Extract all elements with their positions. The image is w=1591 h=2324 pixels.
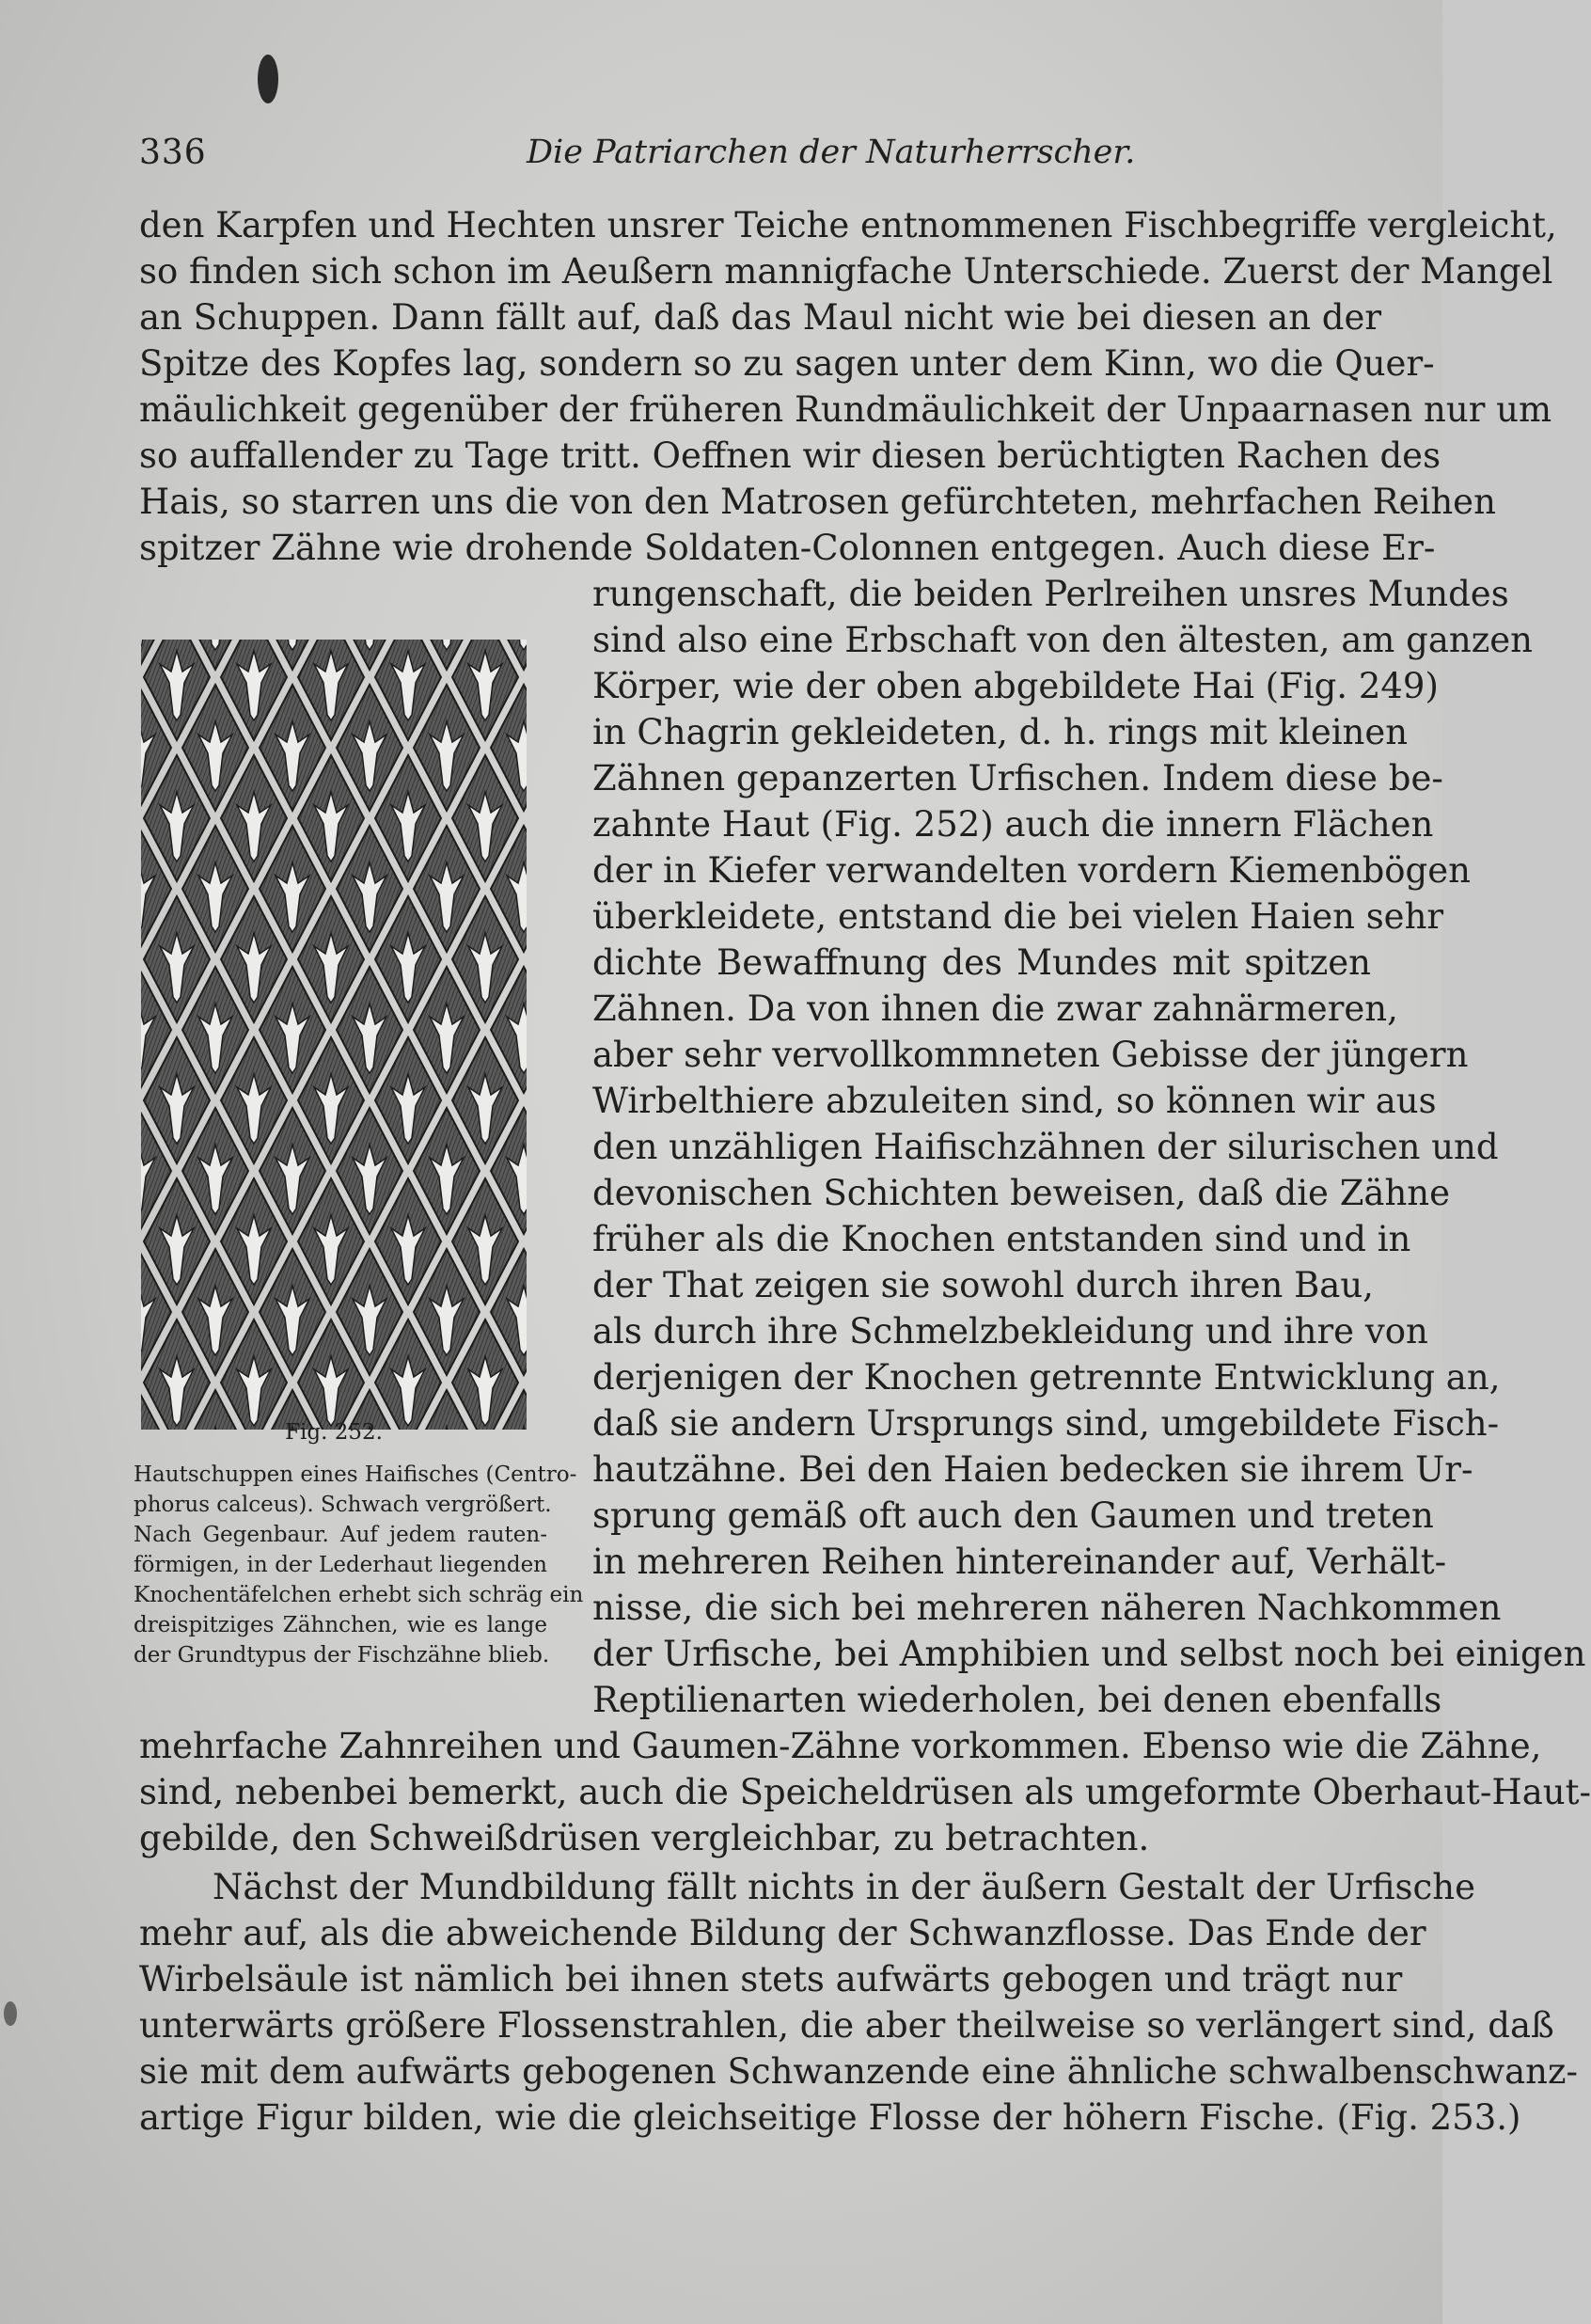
- text-line: Nächst der Mundbildung fällt nichts in der äußern Gestalt der Urfische: [213, 1867, 1475, 1907]
- page-number: 336: [139, 134, 207, 172]
- ink-smudge: [258, 55, 278, 103]
- scale-diamond: [529, 896, 595, 1022]
- scale-tooth: [545, 1356, 579, 1426]
- scale-diamond: [67, 1037, 133, 1163]
- scale-tooth: [545, 651, 579, 720]
- scale-tooth: [83, 651, 117, 720]
- scale-diamond: [67, 1178, 133, 1304]
- shark-scales-illustration: [141, 640, 527, 1430]
- scale-diamond: [529, 755, 595, 881]
- scale-tooth: [83, 1497, 117, 1567]
- text-line: Körper, wie der oben abgebildete Hai (Fig. 249): [592, 666, 1439, 706]
- text-line: aber sehr vervollkommneten Gebisse der jüngern: [592, 1035, 1469, 1075]
- caption-line: phorus calceus). Schwach vergrößert.: [134, 1493, 552, 1517]
- text-line: sind also eine Erbschaft von den ältesten, am ganzen: [592, 620, 1533, 660]
- text-line: an Schuppen. Dann fällt auf, daß das Maul nicht wie bei diesen an der: [139, 297, 1382, 338]
- scale-diamond: [67, 896, 133, 1022]
- scale-tooth: [545, 933, 579, 1003]
- text-line: als durch ihre Schmelzbekleidung und ihre von: [592, 1311, 1428, 1352]
- caption-line: Nach Gegenbaur. Auf jedem rauten-: [134, 1523, 547, 1547]
- caption-line: Knochentäfelchen erhebt sich schräg ein: [134, 1583, 584, 1607]
- text-line: den Karpfen und Hechten unsrer Teiche entnommenen Fischbegriffe vergleicht,: [139, 205, 1557, 245]
- text-line: überkleidete, entstand die bei vielen Haien sehr: [592, 896, 1444, 937]
- scale-tooth: [545, 792, 579, 862]
- text-line: den unzähligen Haifischzähnen der silurischen und: [592, 1127, 1499, 1167]
- text-line: sprung gemäß oft auch den Gaumen und treten: [592, 1495, 1434, 1536]
- text-line: nisse, die sich bei mehreren näheren Nachkommen: [592, 1588, 1502, 1628]
- scale-diamond: [67, 1461, 133, 1587]
- text-line: Hais, so starren uns die von den Matrosen gefürchteten, mehrfachen Reihen: [139, 482, 1496, 522]
- text-line: mehrfache Zahnreihen und Gaumen-Zähne vorkommen. Ebenso wie die Zähne,: [139, 1726, 1542, 1766]
- scale-tooth: [83, 792, 117, 862]
- scale-diamond: [67, 755, 133, 881]
- text-line: der That zeigen sie sowohl durch ihren Bau,: [592, 1265, 1374, 1305]
- text-line: Zähnen. Da von ihnen die zwar zahnärmeren,: [592, 988, 1398, 1029]
- scale-diamond: [529, 1037, 595, 1163]
- caption-line: Hautschuppen eines Haifisches (Centro-: [134, 1462, 577, 1487]
- scale-tooth: [83, 933, 117, 1003]
- scale-tooth: [430, 580, 464, 650]
- text-line: Zähnen gepanzerten Urfischen. Indem diese be-: [592, 758, 1443, 798]
- scale-diamond: [529, 1320, 595, 1446]
- scale-diamond: [67, 614, 133, 740]
- caption-line: der Grundtypus der Fischzähne blieb.: [134, 1643, 550, 1668]
- scale-tooth: [83, 1356, 117, 1426]
- text-line: artige Figur bilden, wie die gleichseitige Flosse der höhern Fische. (Fig. 253.): [139, 2097, 1521, 2138]
- scale-tooth: [545, 1215, 579, 1285]
- scale-tooth: [276, 580, 309, 650]
- text-line: sind, nebenbei bemerkt, auch die Speicheldrüsen als umgeformte Oberhaut-Haut-: [139, 1772, 1591, 1812]
- scale-tooth: [353, 580, 386, 650]
- text-line: mehr auf, als die abweichende Bildung der Schwanzflosse. Das Ende der: [139, 1913, 1426, 1953]
- caption-line: dreispitziges Zähnchen, wie es lange: [134, 1613, 547, 1637]
- text-line: Reptilienarten wiederholen, bei denen ebenfalls: [592, 1680, 1442, 1720]
- text-line: unterwärts größere Flossenstrahlen, die aber theilweise so verlängert sind, daß: [139, 2005, 1554, 2046]
- scale-tooth: [507, 580, 541, 650]
- text-line: rungenschaft, die beiden Perlreihen unsres Mundes: [592, 574, 1509, 614]
- text-line: daß sie andern Ursprungs sind, umgebildete Fisch-: [592, 1403, 1500, 1444]
- text-line: dichte Bewaffnung des Mundes mit spitzen: [592, 942, 1371, 983]
- text-line: der Urfische, bei Amphibien und selbst noch bei einigen: [592, 1634, 1586, 1674]
- text-line: früher als die Knochen entstanden sind und in: [592, 1219, 1411, 1259]
- text-line: in mehreren Reihen hintereinander auf, Verhält-: [592, 1541, 1447, 1582]
- figure-shark-scales: [141, 640, 527, 1430]
- text-line: spitzer Zähne wie drohende Soldaten-Colonnen entgegen. Auch diese Er-: [139, 528, 1436, 568]
- caption-line: förmigen, in der Lederhaut liegenden: [134, 1553, 547, 1577]
- figure-label: Fig. 252.: [285, 1420, 383, 1445]
- scale-tooth: [198, 580, 232, 650]
- scale-diamond: [529, 1178, 595, 1304]
- scale-diamond: [529, 614, 595, 740]
- text-line: devonischen Schichten beweisen, daß die Zähne: [592, 1173, 1451, 1213]
- text-line: Wirbelthiere abzuleiten sind, so können wir aus: [592, 1081, 1437, 1121]
- text-line: zahnte Haut (Fig. 252) auch die innern Flächen: [592, 804, 1434, 845]
- scale-tooth: [545, 1074, 579, 1144]
- text-line: gebilde, den Schweißdrüsen vergleichbar, zu betrachten.: [139, 1818, 1150, 1858]
- page-header: [139, 134, 1371, 181]
- text-line: in Chagrin gekleideten, d. h. rings mit kleinen: [592, 712, 1409, 752]
- scale-tooth: [83, 1215, 117, 1285]
- scale-diamond: [67, 1320, 133, 1446]
- text-line: derjenigen der Knochen getrennte Entwicklung an,: [592, 1357, 1501, 1398]
- text-line: so finden sich schon im Aeußern mannigfache Unterschiede. Zuerst der Mangel: [139, 251, 1553, 292]
- text-line: hautzähne. Bei den Haien bedecken sie ihrem Ur-: [592, 1449, 1473, 1490]
- text-line: Wirbelsäule ist nämlich bei ihnen stets aufwärts gebogen und trägt nur: [139, 1959, 1403, 2000]
- text-line: Spitze des Kopfes lag, sondern so zu sagen unter dem Kinn, wo die Quer-: [139, 343, 1435, 384]
- text-line: so auffallender zu Tage tritt. Oeffnen wir diesen berüchtigten Rachen des: [139, 435, 1441, 476]
- text-line: mäulichkeit gegenüber der früheren Rundmäulichkeit der Unpaarnasen nur um: [139, 389, 1552, 430]
- text-line: sie mit dem aufwärts gebogenen Schwanzende eine ähnliche schwalbenschwanz-: [139, 2051, 1578, 2092]
- text-line: der in Kiefer verwandelten vordern Kiemenbögen: [592, 850, 1471, 891]
- scale-tooth: [83, 1074, 117, 1144]
- running-title: Die Patriarchen der Naturherrscher.: [527, 134, 1136, 171]
- ink-smudge: [4, 2001, 17, 2026]
- scale-tooth: [121, 580, 155, 650]
